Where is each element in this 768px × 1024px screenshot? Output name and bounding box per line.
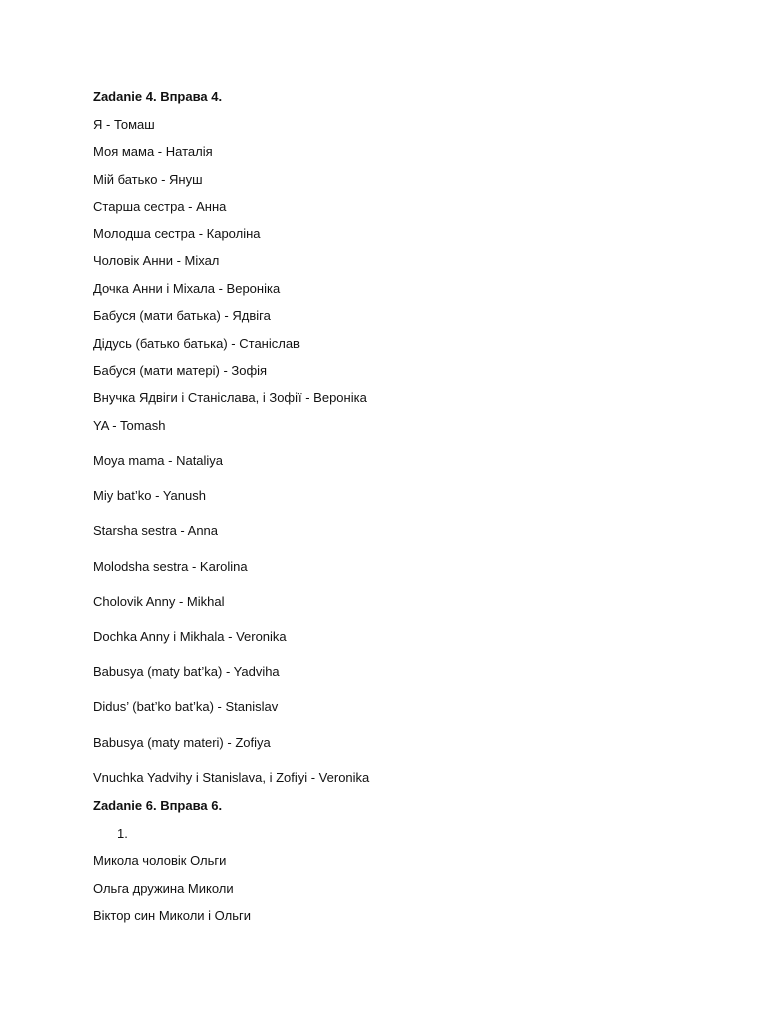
- cyrillic-line-3: Мій батько - Януш: [93, 172, 203, 187]
- latin-line-1: YA - Tomash: [93, 418, 166, 433]
- latin-line-7: Dochka Anny i Mikhala - Veronika: [93, 629, 287, 644]
- latin-line-8: Babusya (maty bat’ka) - Yadviha: [93, 664, 280, 679]
- latin-line-3: Miy bat’ko - Yanush: [93, 488, 206, 503]
- latin-line-10: Babusya (maty materi) - Zofiya: [93, 735, 271, 750]
- exercise6-line-3: Віктор син Миколи і Ольги: [93, 908, 251, 923]
- latin-line-9: Didus’ (bat’ko bat’ka) - Stanislav: [93, 699, 279, 714]
- latin-line-4: Starsha sestra - Anna: [93, 523, 219, 538]
- cyrillic-line-10: Бабуся (мати матері) - Зофія: [93, 363, 268, 378]
- latin-line-6: Cholovik Anny - Mikhal: [93, 594, 225, 609]
- cyrillic-line-1: Я - Томаш: [93, 117, 155, 132]
- cyrillic-line-8: Бабуся (мати батька) - Ядвіга: [93, 308, 271, 323]
- exercise6-line-2: Ольга дружина Миколи: [93, 881, 234, 896]
- cyrillic-line-5: Молодша сестра - Кароліна: [93, 226, 261, 241]
- cyrillic-line-11: Внучка Ядвіги і Станіслава, і Зофії - Вероніка: [93, 390, 367, 405]
- latin-line-2: Moya mama - Nataliya: [93, 453, 224, 468]
- cyrillic-line-4: Старша сестра - Анна: [93, 199, 227, 214]
- exercise6-line-1: Микола чоловік Ольги: [93, 853, 227, 868]
- cyrillic-line-2: Моя мама - Наталія: [93, 144, 213, 159]
- heading-exercise-6: Zadanie 6. Вправа 6.: [93, 798, 223, 813]
- heading-exercise-4: Zadanie 4. Вправа 4.: [93, 89, 223, 104]
- cyrillic-line-6: Чоловік Анни - Міхал: [93, 253, 220, 268]
- list-marker: 1.: [117, 826, 128, 841]
- cyrillic-line-9: Дідусь (батько батька) - Станіслав: [93, 336, 300, 351]
- latin-line-11: Vnuchka Yadvihy i Stanislava, i Zofiyi - Veronika: [93, 770, 370, 785]
- latin-line-5: Molodsha sestra - Karolina: [93, 559, 248, 574]
- cyrillic-line-7: Дочка Анни і Міхала - Вероніка: [93, 281, 281, 296]
